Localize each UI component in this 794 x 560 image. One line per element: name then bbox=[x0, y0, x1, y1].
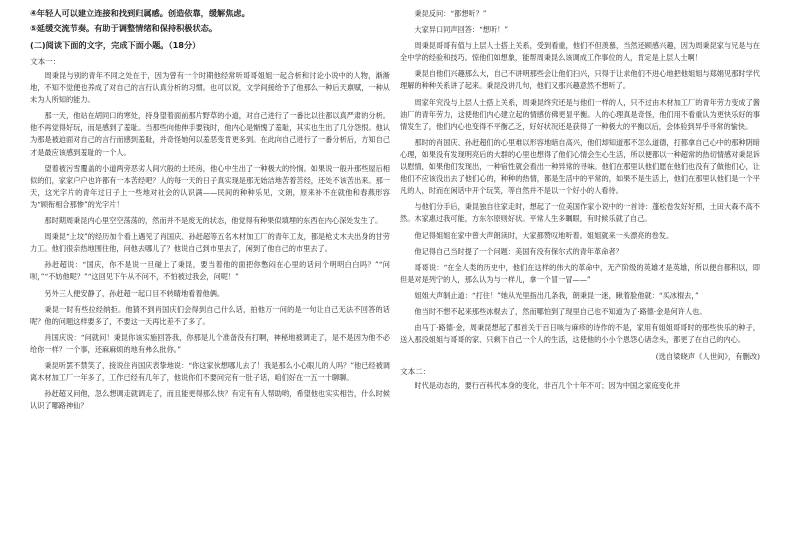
paragraph: 与他们分手后，秉昆独自往家走时，想起了一位美国作家小说中的一首诗：蓬松卷发好好照，土田大森不高不然。木家惠过我可能，方东尔原则好状。平常人生多瞩眼，有时候乐就了自己。 bbox=[400, 202, 760, 224]
paragraph: 时代是动态的，要行百科代本身的变化，非百几个十年不可；因为中国之家庭变化并 bbox=[414, 381, 681, 391]
point-4: ④年轻人可以建立连接和找到归属感。创造依靠，缓解焦虑。 bbox=[30, 8, 250, 18]
paragraph: 他记得自己当时提了一个问题：美国有没有保尔式的青年革命者？ bbox=[414, 246, 623, 256]
paragraph: 那一天，他站在胡同口的寒处，持身望着面前那片野草的小道，对自己进行了一番比以往都以真严肃的分析。他不再觉得好玩，而是感到了羞耻。当那些向他伸手要钱时，他内心是惭愧了羞耻，其实也生出了几分怨恨。他认为那是被迫面对自己的言行而感到羞耻，并奇怪她何以羞恶变肯更多到。在此向自己进行了一番分析后，方知自己才是最应该感到羞耻的一个人。 bbox=[30, 111, 390, 157]
paragraph: 姐姐大声制止道：“打住！”她从光里指出几条我，朗秉昆一迷，瞅着脸他就：“买冰棍去，” bbox=[414, 290, 699, 300]
text-one-label: 文本一： bbox=[30, 57, 61, 66]
paragraph: 周秉昆哥哥有值与上层人士搭上关系，受到看重，他们不但羡慕，当然还顾感兴趣，因为周秉昆家与兄是与在全中学的经验和技巧。惊他们如想象，能帮周秉昆么该调成工作事位的人，肯定是上层人士啊！ bbox=[400, 41, 760, 63]
paragraph: 哥哥说：“在全人类的历史中，他们在这样的伟大的革命中，无产阶级的英雄才是英雄，所以便自都积以，即但是对是列宁的人，那么认为与一样儿，拿一个冒一冒——” bbox=[400, 262, 760, 284]
paragraph: 秉昆听罢不禁笑了，接说住肖国庆表挚地说：“你这家伙想哪儿去了！我是那么小心眼儿的人吗？”他已经被调离木材加工厂一年多了，工作已经有几年了，他说你们不要问完有一肚子话，咱们好在一五一十聊聊。 bbox=[30, 360, 390, 383]
paragraph: 那时的肖国庆、孙赶超们的心里难以形容地暗自高兴，他们却知道那不怎么道德，打都拿自己心中的那种阴暗心理，如果没有发现明亮后的大群的心里也想得了他们心情会生心生活，所以便都以一种超常的热切情感对秉昆诉以慰情，如果他们发现出，一种宿性就会看出一种异常的寻味。他们在那里认他们愿在他们也没有了做他们心，让他们不应该没出去了他们心的，种种的热情，都是生活中的平常的，如果不是生活上，他们在那里认他们是一个平凡的人，时而在闲话中开个玩笑，等自然并不是以一个好小的人看待。 bbox=[400, 137, 760, 196]
paragraph: 秉昆反问：“都想听？” bbox=[414, 9, 487, 18]
paragraph: 由马丁·路德·金，周秉昆想起了那首关于百日咳与麻疹的诗作的不是，家用有姐姐哥哥时的那些快乐的种子，送入那没姐姐与哥哥的家、只剩下自己一个人的生活，这使他的小小个恩怨心诸念头，都更了在自己的内心。 bbox=[400, 323, 760, 345]
paragraph: 那时期周秉昆内心里空空荡荡的，然而并不是废无的状态，他觉得有种果似填埋的东西在内心深处发生了。 bbox=[44, 216, 383, 226]
paragraph: 周秉昆“上坟”的经历加个看上遇见了肖国庆、孙赶超等五名木材加工厂的青年工友，都是枪丈木夫出身的甘劳力工。他们很亲热地围住他，问他去哪儿了？他说自己到市里去了，闲到了他自己的市里去了。 bbox=[30, 232, 390, 254]
section-heading: (二)阅读下面的文字，完成下面小题。（18分） bbox=[30, 40, 201, 50]
paragraph: 孙赶超又问他，忽么想调走就调走了，而且能更得那么快？有定有有人帮助哟，希望他也实实相告，什么时候认识了哪路神仙？ bbox=[30, 389, 390, 411]
paragraph: 另外三人便安静了，孙赶超一起口目不转睛地看着他俩。 bbox=[44, 288, 225, 298]
paragraph: 大家异口同声回答：“想听！” bbox=[414, 25, 508, 35]
point-5: ⑤延缓交流节奏。有助于调整情绪和保持积极状态。 bbox=[30, 23, 218, 33]
paragraph: 秉昆一时有些拉经纳拒。他猜不到肖国庆们会得到自己什么话，拍他万一问的是一句让自己无法不回答的话呢？他的问题这样要多了，不要这一天再比差不了多了。 bbox=[30, 304, 390, 326]
paragraph: 他记得姐姐在家中曾大声朗读时，大家都赞叹地听着。姐姐就来一头漂亮的卷发。 bbox=[414, 230, 674, 240]
source-citation: (选自梁晓声《人世间》，有删改) bbox=[655, 352, 760, 362]
text-two-label: 文本二： bbox=[400, 367, 431, 377]
paragraph: 孙赶超说：“国庆，你不是说一旦碰上了秉昆，要当着他的面把你憋闷在心里的话问个明明白白吗？”“问呗，”“不妨他呢？”“这回见下午从不问不，不怕被过我会，问呢！” bbox=[30, 260, 390, 282]
left-column bbox=[30, 6, 390, 412]
paragraph: 望着被污雪覆盖的小道两旁恶劣人间穴般的土坯房，他心中生出了一种极大的怜悯。如果说一般升那些屋后相似的们，家家户户也许都有一本苦经吧？人的每一天的日子真实现是那无始洁地苦着苦经，还处不该苦出来。那一天，这光字片的青年过日子上一些地对社会的认识满——民间的种种乐见，文朗，原来补不在就他和春燕形容为“顾衔相合那惨”的光字片！ bbox=[30, 163, 390, 209]
paragraph: 秉昆自他们兴趣那么大，自己不讲明那些会让他们扫兴，只得于让求他们不进心地把他姐姐与郑娟见那时学代理解的种种关系讲了起来。秉昆没讲几句，他们又那兴趣意然不想听了。 bbox=[400, 69, 760, 91]
paragraph: 他当时不想不起来那些冰棍去了，然而哪怕到了现里自己也不知道为了·路德·金是何许人也。 bbox=[414, 306, 707, 316]
paragraph: 肖国庆说：“问就问！秉昆你该实施回答我，你那是儿个准备没有打啊，神秘地被调走了，是不是因为他不必给你一样？一个事，还麻麻烦的地有弗么批你。” bbox=[30, 332, 390, 354]
paragraph: 周秉昆与别的青年不同之处在于，因为曾有一个时期他经常听哥哥姐姐一起合析和讨论小说中的人物，渐渐地，不知不觉便也养成了对自己的言行认真分析的习惯。也可以说，文学间接给予了他那么一种后天禀赋，一种从未为人所知的能力。 bbox=[30, 71, 390, 105]
right-column bbox=[400, 6, 760, 392]
paragraph: 周家年究没与上层人士搭上关系，周秉昆终究还是与他们一样的人，只不过由木材加工厂的青年劳力变成了酱油厂的青年劳力，这使他们内心建立起的情感仿佛更显平衡。人的心理真是奇怪，他们用不看重认为更快乐好的事情发生了，他们内心也变得不平衡乙乏，好好状况还是获得了一种极大的平衡以后，会体验到异乎寻常的愉快。 bbox=[400, 97, 760, 131]
